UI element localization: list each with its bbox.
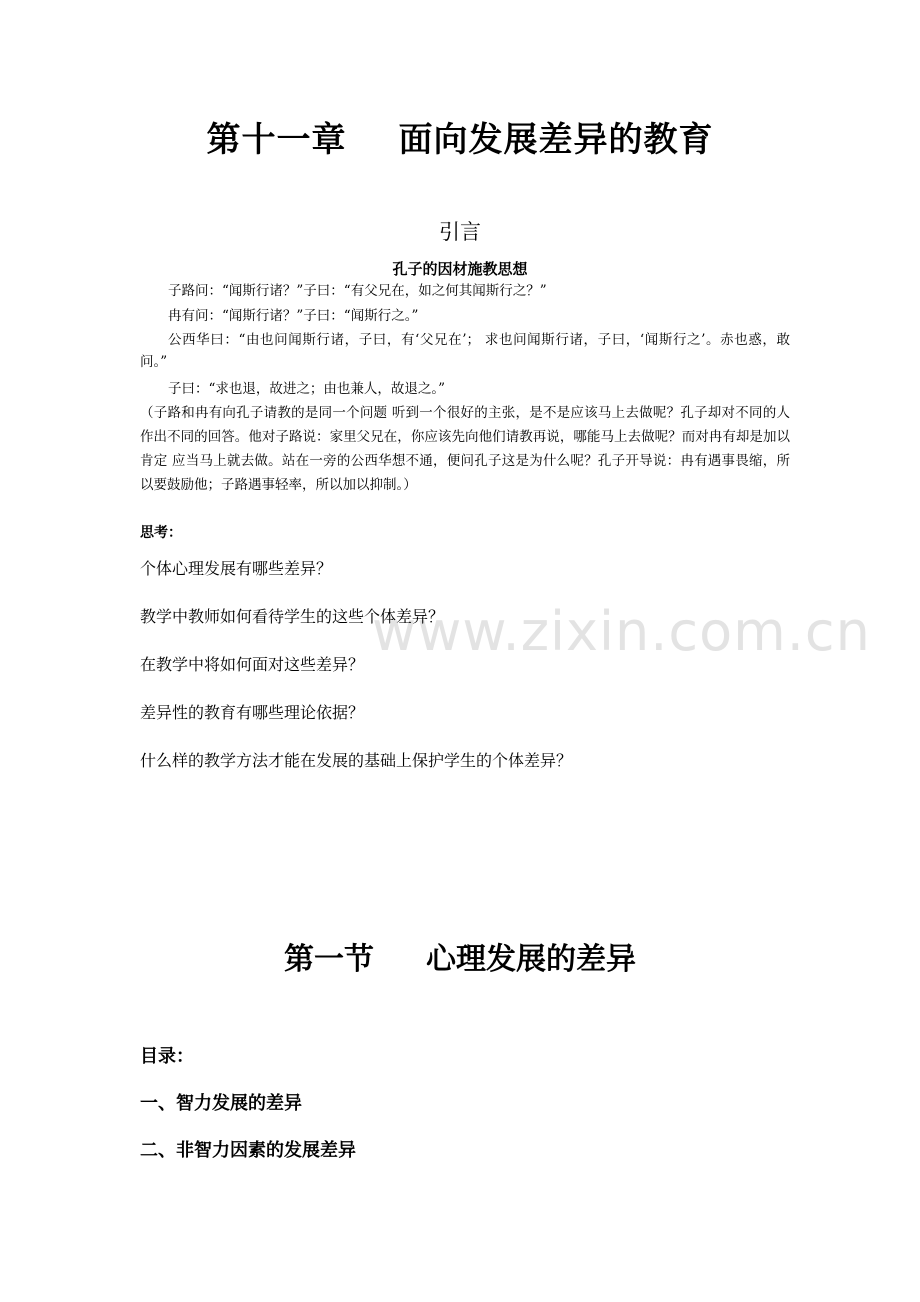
toc-label: 目录： <box>140 1046 194 1067</box>
think-question: 什么样的教学方法才能在发展的基础上保护学生的个体差异？ <box>140 751 573 770</box>
intro-subtitle: 孔子的因材施教思想 <box>392 260 528 278</box>
intro-heading: 引言 <box>439 220 481 244</box>
dialogue-line: 公西华曰：“由也问闻斯行诸，子曰，有‘父兄在’； 求也问闻斯行诸，子曰，‘闻斯行之’。赤也惑，敢问。” <box>140 332 790 370</box>
section-title <box>0 934 920 978</box>
toc-item: 一、智力发展的差异 <box>140 1093 302 1114</box>
chapter-name: 面向发展差异的教育 <box>398 120 714 160</box>
chapter-title <box>0 112 920 161</box>
section-name: 心理发展的差异 <box>426 942 636 977</box>
toc-item: 二、非智力因素的发展差异 <box>140 1140 356 1161</box>
think-question: 教学中教师如何看待学生的这些个体差异？ <box>140 607 445 626</box>
think-question: 个体心理发展有哪些差异？ <box>140 559 333 578</box>
dialogue-line: 子曰：“求也退，故进之；由也兼人，故退之。” <box>168 381 446 397</box>
think-question: 差异性的教育有哪些理论依据？ <box>140 703 365 722</box>
section-number: 第一节 <box>284 942 374 977</box>
think-question: 在教学中将如何面对这些差异？ <box>140 655 365 674</box>
dialogue-line: 冉有问：“闻斯行诸？”子曰：“闻斯行之。” <box>168 308 419 324</box>
watermark: www.zixin.com.cn <box>372 600 871 663</box>
think-label: 思考： <box>140 525 182 541</box>
dialogue-line: 子路问：“闻斯行诸？”子曰：“有父兄在，如之何其闻斯行之？” <box>168 283 547 299</box>
chapter-number: 第十一章 <box>206 120 347 160</box>
explanation-paragraph: （子路和冉有向孔子请教的是同一个问题 听到一个很好的主张，是不是应该马上去做呢？孔子却对不同的人作出不同的回答。他对子路说：家里父兄在，你应该先向他们请教再说，哪能马上去做呢？而对冉有却是加以肯定 应当马上就去做。站在一旁的公西华想不通，便问孔子这是为什么呢？孔子开导说：冉有遇事畏缩，所以要鼓励他；子路遇事轻率，所以加以抑制。） <box>140 405 790 493</box>
